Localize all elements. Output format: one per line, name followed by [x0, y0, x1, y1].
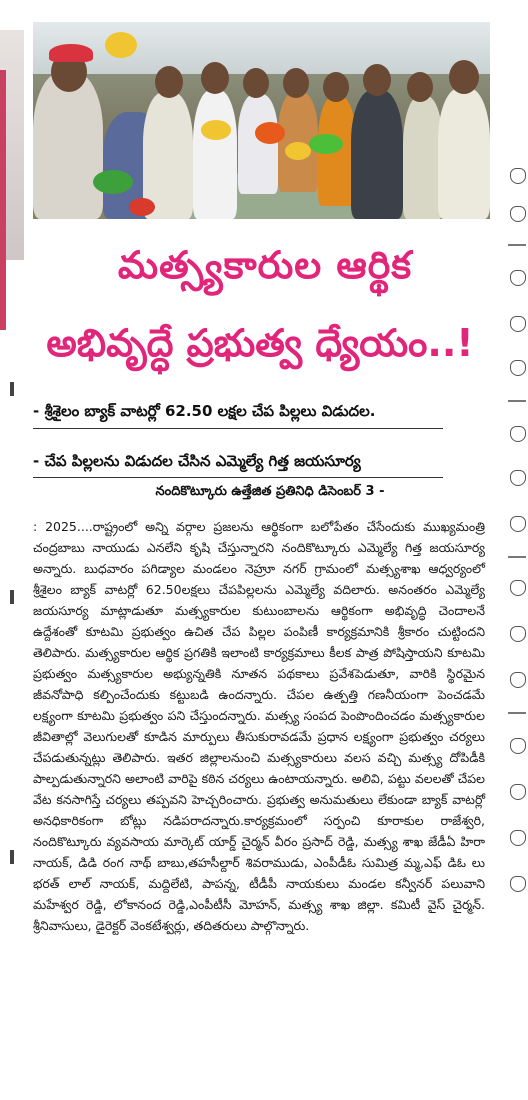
photo-person: [33, 72, 103, 219]
photo-green-tub: [309, 134, 343, 154]
photo-person-head: [407, 72, 433, 102]
photo-sky: [33, 22, 490, 74]
photo-person-head: [363, 64, 391, 96]
subhead-divider: [33, 477, 443, 478]
photo-person: [403, 96, 443, 219]
adjacent-glyph: [510, 360, 526, 376]
adjacent-glyph: [508, 400, 526, 402]
adjacent-glyph: [510, 580, 526, 596]
adjacent-glyph: [510, 470, 526, 486]
adjacent-glyph: [510, 738, 526, 754]
photo-person: [438, 88, 490, 219]
photo-person-head: [243, 68, 269, 98]
headline-line-2: అభివృద్ధే ప్రభుత్వ ధ్యేయం..!: [46, 321, 474, 365]
margin-mark: [10, 382, 14, 396]
photo-person-head: [201, 62, 229, 94]
photo-green-tub: [93, 170, 133, 194]
photo-person-head: [323, 72, 349, 102]
subhead-1: - శ్రీశైలం బ్యాక్ వాటర్లో 62.50 లక్షల చేప పిల్లలు విడుదల.: [33, 402, 376, 420]
photo-orange-tub: [255, 122, 285, 144]
adjacent-glyph: [510, 168, 526, 184]
adjacent-glyph: [510, 830, 526, 846]
photo-person: [238, 94, 278, 194]
photo-yellow-tub: [285, 142, 311, 160]
adjacent-color-strip: [0, 70, 6, 330]
adjacent-column-fragment: [506, 160, 528, 920]
byline: నందికొట్కూరు ఉత్తేజిత ప్రతినిధి డిసెంబర్ 3 -: [155, 484, 385, 499]
photo-yellow-tub: [105, 32, 137, 58]
photo-person-head: [283, 68, 309, 98]
adjacent-glyph: [510, 626, 526, 642]
adjacent-article-fragment: [0, 30, 30, 320]
margin-mark: [10, 850, 14, 864]
adjacent-glyph: [510, 270, 526, 286]
photo-person-head: [155, 66, 183, 98]
photo-person: [193, 90, 237, 219]
adjacent-glyph: [508, 712, 526, 714]
adjacent-glyph: [510, 206, 526, 222]
adjacent-glyph: [508, 244, 526, 246]
news-photo: [33, 22, 490, 219]
margin-mark: [10, 590, 14, 604]
photo-yellow-tub: [201, 120, 231, 140]
photo-red-cap: [49, 44, 93, 62]
adjacent-glyph: [510, 784, 526, 800]
headline-line-1: మత్స్యకారుల ఆర్థిక: [117, 243, 413, 287]
adjacent-glyph: [510, 672, 526, 688]
adjacent-glyph: [510, 316, 526, 332]
photo-person-head: [449, 60, 479, 94]
adjacent-glyph: [510, 516, 526, 532]
adjacent-glyph: [508, 556, 526, 558]
article-body: : 2025....రాష్ట్రంలో అన్ని వర్గాల ప్రజలను ఆర్థికంగా బలోపేతం చేసేందుకు ముఖ్యమంత్రి చంద్రబాబు నాయుడు ఎనలేని కృషి చేస్తున్నారని నందికొట్కూరు ఎమ్మెల్యే గిత్త జయసూర్య అన్నారు. బుధవారం పగిడ్యాల మండలం నెహ్రూ నగర్ గ్రామంలో మత్స్యశాఖ ఆధ్వర్యంలో శ్రీశైలం బ్యాక్ వాటర్లో 62.50లక్షలు చేపపిల్లలను ఎమ్మెల్యే వదిలారు. అనంతరం ఎమ్మెల్యే జయసూర్య మాట్లాడుతూ మత్స్యకారుల కుటుంబాలను ఆర్థికంగా అభివృద్ధి చెందాలనే ఉద్దేశంతో కూటమి ప్రభుత్వం ఉచిత చేప పిల్లల పంపిణీ కార్యక్రమానికి శ్రీకారం చుట్టిందని తెలిపారు. మత్స్యకారుల ఆర్థిక ప్రగతికి ఇలాంటి కార్యక్రమాలు కీలక పాత్ర పోషిస్తాయని కూటమి ప్రభుత్వం మత్స్యకారుల అభ్యున్నతికి నూతన పథకాలు ప్రవేశపెడుతూ, వారికి స్థిరమైన జీవనోపాధి కల్పించేందుకు కట్టుబడి ఉందన్నారు. చేపల ఉత్పత్తి గణనీయంగా పెంచడమే లక్ష్యంగా కూటమి ప్రభుత్వం పని చేస్తుందన్నారు. మత్స్య సంపద పెంపొందించడం మత్స్యకారుల జీవితాల్లో వెలుగులతో కూడిన మార్పులు తీసుకురావడమే ప్రధాన లక్ష్యంగా ప్రభుత్వం చర్యలు చేపడుతున్నట్లు తెలిపారు. ఇతర జిల్లాలనుంచి మత్స్యకారులు వలస వచ్చి మత్స్య దోపిడీకి పాల్పడుతున్నారని అలాంటి వారిపై కఠిన చర్యలు ఉంటాయన్నారు. అలివి, పట్టు వలలతో చేపల వేట కనసాగిస్తే చర్యలు తప్పవని హెచ్చరించారు. ప్రభుత్వ అనుమతులు లేకుండా బ్యాక్ వాటర్లో అనధికారికంగా బోట్లు నడిపరాదన్నారు.కార్యక్రమంలో సర్పంచి కూరాకుల రాజేశ్వరి, నందికొట్కూరు వ్యవసాయ మార్కెట్ యార్డ్ చైర్మన్ వీరం ప్రసాద్ రెడ్డి, మత్స్య శాఖ జేడీఏ హిరా నాయక్, డిడి రంగ నాథ్ బాబు,తహసీల్దార్ శివరాముడు, ఎంపీడీఓ సుమిత్ర మ్మ,ఎఫ్ డిఓ లు భరత్ లాల్ నాయక్, మద్దిలేటి, పాపన్న, టీడీపీ నాయకులు మండల కన్వీనర్ పలువాని మహేశ్వర రెడ్డి, లోకానంద రెడ్డి,ఎంపీటీసీ మోహన్, మత్స్య శాఖ జిల్లా. కమిటీ వైస్ చైర్మన్. శ్రీనివాసులు, డైరెక్టర్ వెంకటేశ్వర్లు, తదితరులు పాల్గొన్నారు.: [33, 519, 485, 933]
adjacent-glyph: [510, 876, 526, 892]
photo-red-tub: [129, 198, 155, 216]
adjacent-glyph: [510, 426, 526, 442]
photo-person: [351, 90, 403, 219]
subhead-2: - చేప పిల్లలను విడుదల చేసిన ఎమ్మెల్యే గిత్త జయసూర్య: [33, 452, 361, 470]
subhead-divider: [33, 428, 443, 429]
